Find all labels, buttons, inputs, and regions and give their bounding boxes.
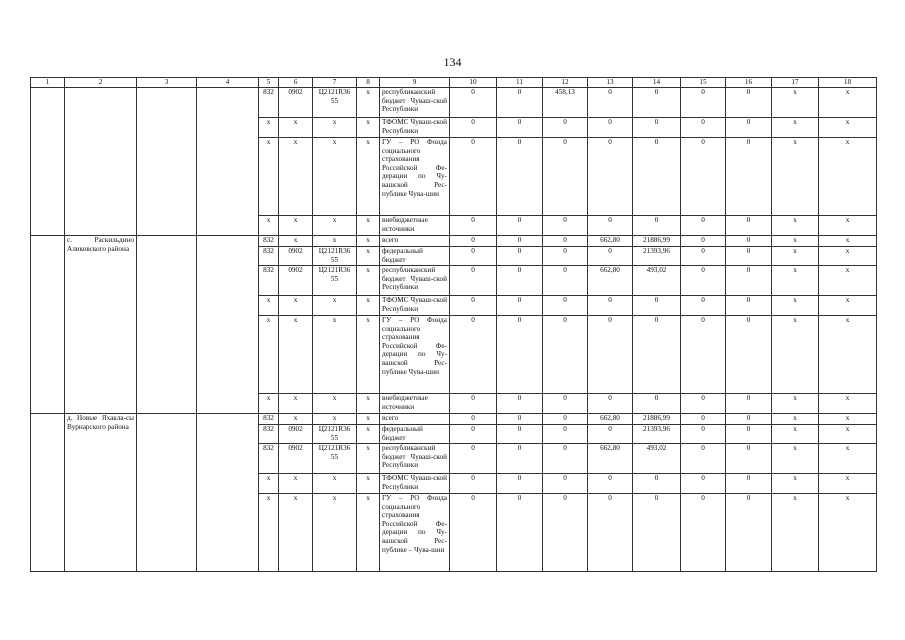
value-c10-cell: 0 (450, 316, 497, 394)
value-c15-cell: 0 (681, 216, 726, 236)
value-c16-cell: 0 (726, 88, 772, 118)
column-header-14: 14 (633, 78, 681, 88)
value-c17-cell: х (772, 296, 819, 316)
value-c10-cell: 0 (450, 236, 497, 247)
col1-cell (31, 88, 65, 236)
code-c7-cell: х (313, 216, 357, 236)
value-c13-cell: 662,80 (588, 444, 633, 474)
value-c17-cell: х (772, 118, 819, 138)
value-c14-cell: 0 (633, 394, 681, 414)
value-c12-cell: 0 (543, 296, 588, 316)
column-header-5: 5 (259, 78, 279, 88)
value-c14-cell: 21886,99 (633, 414, 681, 425)
value-c11-cell: 0 (497, 88, 543, 118)
value-c14-cell: 493,02 (633, 444, 681, 474)
table-row (31, 414, 877, 425)
value-c13-cell: 0 (588, 296, 633, 316)
code-c7-cell: Ц2121R36 55 (313, 266, 357, 296)
code-c8-cell: х (357, 266, 380, 296)
column-header-1: 1 (31, 78, 65, 88)
code-c8-cell: х (357, 474, 380, 494)
value-c12-cell: 458,13 (543, 88, 588, 118)
code-c6-cell: х (279, 236, 313, 247)
code-c5-cell: х (259, 394, 279, 414)
value-c12-cell: 0 (543, 216, 588, 236)
value-c17-cell: х (772, 236, 819, 247)
value-c16-cell: 0 (726, 266, 772, 296)
header-row (31, 78, 877, 88)
value-c10-cell: 0 (450, 118, 497, 138)
col4-cell (197, 88, 259, 236)
value-c14-cell: 0 (633, 138, 681, 216)
value-c11-cell: 0 (497, 247, 543, 266)
value-c14-cell: 0 (633, 216, 681, 236)
code-c6-cell: х (279, 118, 313, 138)
column-header-8: 8 (357, 78, 380, 88)
code-c7-cell: х (313, 296, 357, 316)
value-c11-cell: 0 (497, 266, 543, 296)
value-c12-cell: 0 (543, 316, 588, 394)
code-c5-cell: 832 (259, 266, 279, 296)
value-c18-cell: х (819, 118, 877, 138)
code-c8-cell: х (357, 247, 380, 266)
value-c11-cell: 0 (497, 296, 543, 316)
value-c18-cell: х (819, 236, 877, 247)
column-header-6: 6 (279, 78, 313, 88)
value-c18-cell: х (819, 216, 877, 236)
value-c18-cell: х (819, 247, 877, 266)
value-c15-cell: 0 (681, 266, 726, 296)
source-description-cell: ТФОМС Чуваш-ской Республики (380, 296, 450, 316)
value-c10-cell: 0 (450, 414, 497, 425)
value-c13-cell: 662,80 (588, 414, 633, 425)
value-c13-cell: 0 (588, 138, 633, 216)
code-c5-cell: х (259, 138, 279, 216)
value-c10-cell: 0 (450, 216, 497, 236)
code-c5-cell: 832 (259, 236, 279, 247)
col3-cell (137, 236, 197, 414)
value-c16-cell: 0 (726, 474, 772, 494)
value-c11-cell: 0 (497, 414, 543, 425)
value-c15-cell: 0 (681, 236, 726, 247)
code-c8-cell: х (357, 494, 380, 572)
value-c12-cell: 0 (543, 474, 588, 494)
value-c16-cell: 0 (726, 444, 772, 474)
value-c10-cell: 0 (450, 247, 497, 266)
source-description-cell: республиканский бюджет Чуваш-ской Республики (380, 88, 450, 118)
value-c11-cell: 0 (497, 394, 543, 414)
value-c13-cell: 662,80 (588, 236, 633, 247)
col1-cell (31, 236, 65, 414)
code-c5-cell: х (259, 316, 279, 394)
code-c6-cell: 0902 (279, 266, 313, 296)
column-header-13: 13 (588, 78, 633, 88)
table-row (31, 88, 877, 118)
code-c5-cell: 832 (259, 425, 279, 444)
code-c5-cell: 832 (259, 247, 279, 266)
value-c17-cell: х (772, 266, 819, 296)
code-c7-cell: х (313, 494, 357, 572)
column-header-18: 18 (819, 78, 877, 88)
value-c18-cell: х (819, 266, 877, 296)
value-c18-cell: х (819, 425, 877, 444)
code-c7-cell: х (313, 316, 357, 394)
source-description-cell: внебюджетные источники (380, 394, 450, 414)
page-number: 134 (443, 55, 462, 69)
value-c11-cell: 0 (497, 474, 543, 494)
value-c14-cell: 0 (633, 118, 681, 138)
value-c17-cell: х (772, 425, 819, 444)
code-c8-cell: х (357, 425, 380, 444)
source-description-cell: ГУ – РО Фонда социального страхования Российской Фе-дерации по Чу-вашской Рес-публике Чува-шии (380, 316, 450, 394)
value-c13-cell: 0 (588, 247, 633, 266)
code-c6-cell: 0902 (279, 247, 313, 266)
code-c6-cell: х (279, 316, 313, 394)
value-c12-cell: 0 (543, 138, 588, 216)
value-c10-cell: 0 (450, 444, 497, 474)
value-c15-cell: 0 (681, 138, 726, 216)
value-c18-cell: х (819, 474, 877, 494)
value-c12-cell: 0 (543, 414, 588, 425)
value-c17-cell: х (772, 316, 819, 394)
table-body (31, 88, 877, 572)
value-c10-cell: 0 (450, 296, 497, 316)
location-cell (65, 88, 137, 236)
value-c15-cell: 0 (681, 444, 726, 474)
value-c17-cell: х (772, 414, 819, 425)
value-c14-cell: 0 (633, 88, 681, 118)
column-header-2: 2 (65, 78, 137, 88)
value-c18-cell: х (819, 316, 877, 394)
column-header-17: 17 (772, 78, 819, 88)
column-header-15: 15 (681, 78, 726, 88)
source-description-cell: ГУ – РО Фонда социального страхования Российской Фе-дерации по Чу-вашской Рес-публике Чува-шии (380, 138, 450, 216)
value-c10-cell: 0 (450, 88, 497, 118)
code-c8-cell: х (357, 236, 380, 247)
value-c15-cell: 0 (681, 88, 726, 118)
code-c6-cell: х (279, 394, 313, 414)
value-c14-cell: 493,02 (633, 266, 681, 296)
value-c16-cell: 0 (726, 247, 772, 266)
value-c15-cell: 0 (681, 118, 726, 138)
code-c8-cell: х (357, 118, 380, 138)
source-description-cell: всего (380, 236, 450, 247)
value-c10-cell: 0 (450, 474, 497, 494)
value-c16-cell: 0 (726, 316, 772, 394)
code-c7-cell: х (313, 118, 357, 138)
value-c14-cell: 21393,96 (633, 247, 681, 266)
value-c10-cell: 0 (450, 266, 497, 296)
value-c14-cell: 21393,96 (633, 425, 681, 444)
code-c8-cell: х (357, 394, 380, 414)
value-c16-cell: 0 (726, 425, 772, 444)
code-c7-cell: х (313, 474, 357, 494)
code-c7-cell: Ц2121R36 55 (313, 444, 357, 474)
value-c10-cell: 0 (450, 494, 497, 572)
code-c8-cell: х (357, 296, 380, 316)
value-c13-cell: 0 (588, 216, 633, 236)
value-c13-cell: 0 (588, 118, 633, 138)
value-c13-cell: 0 (588, 394, 633, 414)
value-c16-cell: 0 (726, 216, 772, 236)
value-c11-cell: 0 (497, 236, 543, 247)
value-c15-cell: 0 (681, 425, 726, 444)
value-c15-cell: 0 (681, 316, 726, 394)
value-c13-cell: 0 (588, 88, 633, 118)
value-c14-cell: 0 (633, 494, 681, 572)
col4-cell (197, 236, 259, 414)
source-description-cell: ТФОМС Чуваш-ской Республики (380, 118, 450, 138)
source-description-cell: ГУ – РО Фонда социального страхования Российской Фе-дерации по Чу-вашской Рес-публике – Чува-шии (380, 494, 450, 572)
code-c7-cell: Ц2121R36 55 (313, 425, 357, 444)
col3-cell (137, 414, 197, 572)
value-c17-cell: х (772, 474, 819, 494)
col4-cell (197, 414, 259, 572)
value-c11-cell: 0 (497, 216, 543, 236)
col3-cell (137, 88, 197, 236)
code-c8-cell: х (357, 216, 380, 236)
source-description-cell: ТФОМС Чуваш-ской Республики (380, 474, 450, 494)
code-c5-cell: 832 (259, 88, 279, 118)
value-c17-cell: х (772, 494, 819, 572)
column-header-4: 4 (197, 78, 259, 88)
budget-table (30, 77, 877, 572)
value-c15-cell: 0 (681, 474, 726, 494)
value-c11-cell: 0 (497, 494, 543, 572)
value-c16-cell: 0 (726, 394, 772, 414)
value-c17-cell: х (772, 138, 819, 216)
col1-cell (31, 414, 65, 572)
value-c11-cell: 0 (497, 444, 543, 474)
code-c7-cell: х (313, 394, 357, 414)
value-c18-cell: х (819, 494, 877, 572)
column-header-11: 11 (497, 78, 543, 88)
value-c17-cell: х (772, 88, 819, 118)
value-c13-cell: 0 (588, 316, 633, 394)
value-c11-cell: 0 (497, 138, 543, 216)
source-description-cell: республиканский бюджет Чуваш-ской Республики (380, 266, 450, 296)
code-c7-cell: х (313, 236, 357, 247)
value-c16-cell: 0 (726, 296, 772, 316)
source-description-cell: федеральный бюджет (380, 425, 450, 444)
value-c16-cell: 0 (726, 414, 772, 425)
column-header-9: 9 (380, 78, 450, 88)
code-c5-cell: х (259, 296, 279, 316)
value-c11-cell: 0 (497, 425, 543, 444)
code-c8-cell: х (357, 316, 380, 394)
value-c18-cell: х (819, 88, 877, 118)
code-c6-cell: х (279, 296, 313, 316)
code-c6-cell: х (279, 494, 313, 572)
value-c18-cell: х (819, 444, 877, 474)
value-c18-cell: х (819, 414, 877, 425)
value-c12-cell: 0 (543, 394, 588, 414)
value-c14-cell: 0 (633, 316, 681, 394)
code-c5-cell: х (259, 118, 279, 138)
value-c13-cell: 0 (588, 474, 633, 494)
value-c17-cell: х (772, 394, 819, 414)
location-cell: с. Раскильдино Аликовского района (65, 236, 137, 414)
code-c8-cell: х (357, 414, 380, 425)
code-c7-cell: х (313, 138, 357, 216)
code-c5-cell: х (259, 474, 279, 494)
value-c12-cell: 0 (543, 494, 588, 572)
code-c5-cell: х (259, 494, 279, 572)
location-cell: д. Новые Яхакла-сы Вурнарского района (65, 414, 137, 572)
code-c5-cell: 832 (259, 444, 279, 474)
value-c15-cell: 0 (681, 296, 726, 316)
value-c17-cell: х (772, 247, 819, 266)
code-c6-cell: 0902 (279, 88, 313, 118)
value-c11-cell: 0 (497, 316, 543, 394)
value-c16-cell: 0 (726, 494, 772, 572)
value-c14-cell: 0 (633, 474, 681, 494)
value-c11-cell: 0 (497, 118, 543, 138)
value-c13-cell: 0 (588, 494, 633, 572)
value-c12-cell: 0 (543, 266, 588, 296)
source-description-cell: федеральный бюджет (380, 247, 450, 266)
value-c18-cell: х (819, 296, 877, 316)
column-header-12: 12 (543, 78, 588, 88)
code-c5-cell: 832 (259, 414, 279, 425)
value-c16-cell: 0 (726, 138, 772, 216)
value-c14-cell: 21886,99 (633, 236, 681, 247)
value-c18-cell: х (819, 138, 877, 216)
value-c12-cell: 0 (543, 236, 588, 247)
code-c8-cell: х (357, 88, 380, 118)
code-c6-cell: 0902 (279, 425, 313, 444)
value-c10-cell: 0 (450, 138, 497, 216)
code-c6-cell: х (279, 474, 313, 494)
code-c6-cell: х (279, 216, 313, 236)
value-c15-cell: 0 (681, 494, 726, 572)
value-c18-cell: х (819, 394, 877, 414)
value-c10-cell: 0 (450, 394, 497, 414)
value-c15-cell: 0 (681, 247, 726, 266)
value-c16-cell: 0 (726, 118, 772, 138)
code-c6-cell: х (279, 138, 313, 216)
value-c17-cell: х (772, 216, 819, 236)
code-c7-cell: х (313, 414, 357, 425)
code-c6-cell: х (279, 414, 313, 425)
code-c7-cell: Ц2121R36 55 (313, 247, 357, 266)
value-c15-cell: 0 (681, 394, 726, 414)
value-c12-cell: 0 (543, 118, 588, 138)
value-c12-cell: 0 (543, 425, 588, 444)
source-description-cell: республиканский бюджет Чуваш-ской Республики (380, 444, 450, 474)
code-c8-cell: х (357, 138, 380, 216)
value-c12-cell: 0 (543, 444, 588, 474)
code-c8-cell: х (357, 444, 380, 474)
value-c10-cell: 0 (450, 425, 497, 444)
value-c12-cell: 0 (543, 247, 588, 266)
column-header-10: 10 (450, 78, 497, 88)
value-c17-cell: х (772, 444, 819, 474)
code-c5-cell: х (259, 216, 279, 236)
value-c15-cell: 0 (681, 414, 726, 425)
column-header-16: 16 (726, 78, 772, 88)
code-c7-cell: Ц2121R36 55 (313, 88, 357, 118)
value-c16-cell: 0 (726, 236, 772, 247)
value-c14-cell: 0 (633, 296, 681, 316)
source-description-cell: внебюджетные источники (380, 216, 450, 236)
column-header-3: 3 (137, 78, 197, 88)
code-c6-cell: 0902 (279, 444, 313, 474)
value-c13-cell: 662,80 (588, 266, 633, 296)
column-header-7: 7 (313, 78, 357, 88)
source-description-cell: всего (380, 414, 450, 425)
table-row (31, 236, 877, 247)
value-c13-cell: 0 (588, 425, 633, 444)
